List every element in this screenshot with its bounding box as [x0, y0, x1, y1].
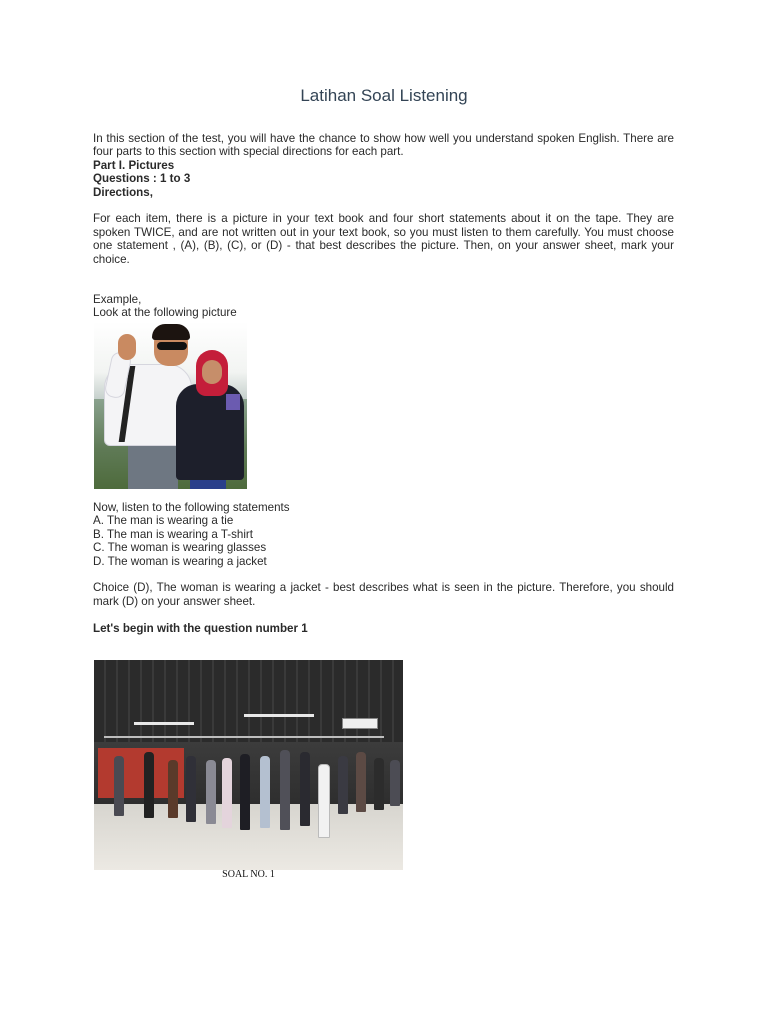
photo-man-sunglasses [157, 342, 187, 350]
passenger [300, 752, 310, 826]
directions-paragraph: For each item, there is a picture in your text book and four short statements about it on the tape. They are spoken TWICE, and are not written out in your text book, so you must listen to them carefully. You must choose one statement , (A), (B), (C), or (D) - that best describes the picture. Then, on your answer sheet, mark your choice. [93, 212, 674, 266]
passenger [222, 758, 232, 828]
option-b: B. The man is wearing a T-shirt [93, 527, 254, 541]
station-light [134, 722, 194, 725]
option-a: A. The man is wearing a tie [93, 514, 234, 528]
example-picture [94, 322, 247, 489]
document-body [93, 132, 674, 320]
page-title: Latihan Soal Listening [300, 86, 468, 105]
passenger [186, 756, 196, 822]
station-light [104, 736, 384, 738]
passenger [390, 760, 400, 806]
passenger [374, 758, 384, 810]
picture-caption: SOAL NO. 1 [222, 869, 275, 880]
passenger [318, 764, 330, 838]
passenger [168, 760, 178, 818]
photo-man-pants [128, 444, 178, 489]
passenger [144, 752, 154, 818]
directions-heading: Directions, [93, 185, 153, 199]
passenger [280, 750, 290, 830]
photo-man-hair [152, 324, 190, 340]
photo-woman-face [202, 360, 222, 384]
photo-man-hand [118, 334, 136, 360]
option-d: D. The woman is wearing a jacket [93, 554, 267, 568]
station-light [244, 714, 314, 717]
option-c: C. The woman is wearing glasses [93, 541, 267, 555]
passenger [260, 756, 270, 828]
passenger [338, 756, 348, 814]
passenger [114, 756, 124, 816]
begin-heading: Let's begin with the question number 1 [93, 621, 308, 635]
passenger [240, 754, 250, 830]
passenger [206, 760, 216, 824]
station-sign [342, 718, 378, 729]
part-heading: Part I. Pictures [93, 158, 175, 172]
statements-block [93, 501, 674, 635]
example-label: Example, [93, 292, 142, 306]
passenger [356, 752, 366, 812]
answer-paragraph: Choice (D), The woman is wearing a jacket - best describes what is seen in the picture. Therefore, you should mark (D) on your answer sheet. [93, 581, 674, 608]
questions-heading: Questions : 1 to 3 [93, 172, 191, 186]
station-ceiling [94, 660, 403, 742]
question-1-picture [94, 660, 403, 870]
listen-instruction: Now, listen to the following statements [93, 501, 290, 514]
look-instruction: Look at the following picture [93, 306, 237, 320]
intro-paragraph: In this section of the test, you will have the chance to show how well you understand spoken English. There are four parts to this section with special directions for each part. [93, 132, 674, 159]
photo-woman-stripe [226, 394, 240, 410]
